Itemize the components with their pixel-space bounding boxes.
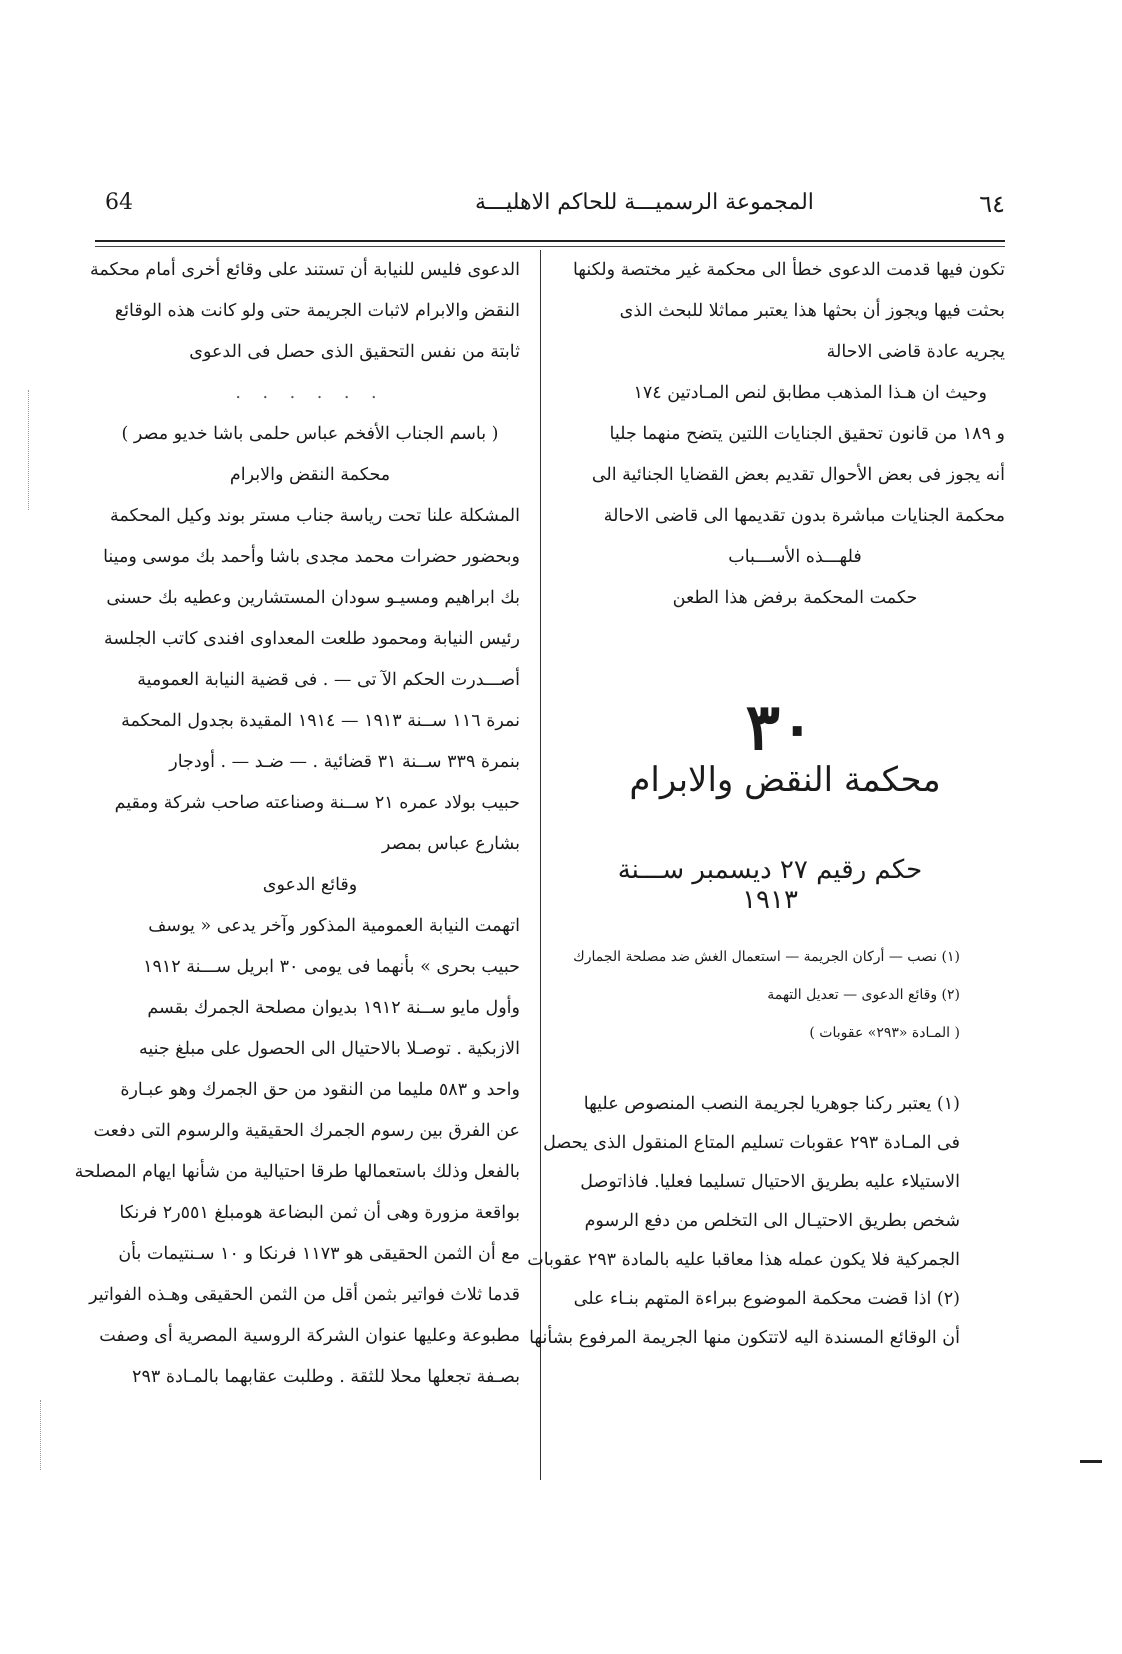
case-summary	[527, 1085, 960, 1358]
text-line: النقض والابرام لاثبات الجريمة حتى ولو كانت هذه الوقائع	[114, 301, 520, 321]
keyword-line: (١) نصب — أركان الجريمة — استعمال الغش ضد مصلحة الجمارك	[573, 949, 960, 965]
column-divider	[540, 250, 541, 1480]
preamble-line: المشكلة علنا تحت رياسة جناب مستر بوند وكيل المحكمة	[109, 506, 520, 526]
facts-line: عن الفرق بين رسوم الجمرك الحقيقية والرسوم التى دفعت	[93, 1121, 520, 1141]
summary-line: الاستيلاء عليه بطريق الاحتيال تسليما فعليا. فاذاتوصل	[580, 1172, 960, 1192]
preamble-line: حبيب بولاد عمره ٢١ ســنة وصناعته صاحب شركة ومقيم	[114, 793, 520, 813]
scan-edge-dash	[1080, 1460, 1102, 1463]
keyword-line: ( المـادة «٢٩٣» عقوبات )	[809, 1025, 960, 1041]
reasons-heading: فلهـــذه الأســـباب	[728, 547, 862, 567]
preamble-line: بشارع عباس بمصر	[381, 834, 520, 854]
summary-line: الجمركية فلا يكون عمله هذا معاقبا عليه بالمادة ٢٩٣ عقوبات	[527, 1250, 960, 1270]
text-line: و ١٨٩ من قانون تحقيق الجنايات اللتين يتضح منهما جليا	[609, 424, 1005, 444]
text-line: محكمة الجنايات مباشرة بدون تقديمها الى قاضى الاحالة	[603, 506, 1005, 526]
summary-line: (٢) اذا قضت محكمة الموضوع ببراءة المتهم بنـاء على	[573, 1289, 960, 1309]
separator-dots: . . . . . .	[235, 383, 385, 403]
facts-line: الازبكية . توصـلا بالاحتيال الى الحصول على مبلغ جنيه	[138, 1039, 520, 1059]
preamble-line: رئيس النيابة ومحمود طلعت المعداوى افندى كاتب الجلسة	[104, 629, 520, 649]
facts-line: مع أن الثمن الحقيقى هو ١١٧٣ فرنكا و ١٠ سـنتيمات بأن	[118, 1244, 520, 1264]
page-number-arabic: ٦٤	[979, 190, 1005, 218]
preamble-line: نمرة ١١٦ ســنة ١٩١٣ — ١٩١٤ المقيدة بجدول المحكمة	[121, 711, 520, 731]
facts-heading: وقائع الدعوى	[262, 875, 358, 895]
left-column-text	[74, 250, 520, 1398]
facts-line: بواقعة مزورة وهى أن ثمن البضاعة هومبلغ ٥٥١ر٢ فرنكا	[119, 1203, 520, 1223]
facts-line: قدما ثلاث فواتير بثمن أقل من الثمن الحقيقى وهـذه الفواتير	[89, 1285, 520, 1305]
text-line: ثابتة من نفس التحقيق الذى حصل فى الدعوى	[189, 342, 520, 362]
text-line: يجريه عادة قاضى الاحالة	[826, 342, 1005, 362]
text-line: أنه يجوز فى بعض الأحوال تقديم بعض القضايا الجنائية الى	[591, 465, 1005, 485]
court-title: محكمة النقض والابرام	[629, 760, 941, 800]
case-number: ٣٠	[745, 690, 815, 765]
court-heading: محكمة النقض والابرام	[229, 465, 391, 485]
summary-line: أن الوقائع المسندة اليه لاتتكون منها الجريمة المرفوع بشأنها	[529, 1328, 960, 1348]
summary-line: فى المـادة ٢٩٣ عقوبات تسليم المتاع المنقول الذى يحصل	[543, 1133, 960, 1153]
facts-line: مطبوعة وعليها عنوان الشركة الروسية المصرية أى وصفت	[99, 1326, 520, 1346]
text-line: وحيث ان هـذا المذهب مطابق لنص المـادتين ١٧٤	[633, 383, 987, 403]
page-number-latin: 64	[105, 190, 133, 215]
facts-line: حبيب بحرى » بأنهما فى يومى ٣٠ ابريل ســـنة ١٩١٢	[143, 957, 520, 977]
summary-line: شخص بطريق الاحتيـال الى التخلص من دفع الرسوم	[584, 1211, 960, 1231]
preamble-line: بنمرة ٣٣٩ ســنة ٣١ قضائية . — ضـد — . أودجار	[169, 752, 520, 772]
header-rule	[95, 240, 1005, 242]
preamble-heading: ( باسم الجناب الأفخم عباس حلمى باشا خديو مصر )	[121, 424, 499, 444]
header-rule-secondary	[95, 246, 1005, 247]
text-line: تكون فيها قدمت الدعوى خطأ الى محكمة غير مختصة ولكنها	[572, 260, 1005, 280]
text-line: الدعوى فليس للنيابة أن تستند على وقائع أخرى أمام محكمة	[89, 260, 520, 280]
preamble-line: أصـــدرت الحكم الآ تى — . فى قضية النيابة العمومية	[137, 670, 520, 690]
facts-line: بالفعل وذلك باستعمالها طرقا احتيالية من شأنها ايهام المصلحة	[74, 1162, 520, 1182]
preamble-line: بك ابراهيم ومسيـو سودان المستشارين وعطيه بك حسنى	[106, 588, 520, 608]
facts-line: وأول مايو ســنة ١٩١٢ بديوان مصلحة الجمرك بقسم	[147, 998, 520, 1018]
facts-line: بصـفة تجعلها محلا للثقة . وطلبت عقابهما بالمـادة ٢٩٣	[132, 1367, 520, 1387]
text-line: بحثت فيها ويجوز أن بحثها هذا يعتبر مماثلا للبحث الذى	[619, 301, 1005, 321]
right-column-text	[572, 250, 1005, 619]
keyword-line: (٢) وقائع الدعوى — تعديل التهمة	[767, 987, 960, 1003]
running-title: المجموعة الرسميـــة للحاكم الاهليـــة	[475, 190, 814, 215]
facts-line: واحد و ٥٨٣ مليما من النقود من حق الجمرك وهو عبـارة	[120, 1080, 520, 1100]
preamble-line: وبحضور حضرات محمد مجدى باشا وأحمد بك موسى ومينا	[103, 547, 520, 567]
scan-edge-marks	[28, 390, 39, 510]
case-keywords	[560, 938, 960, 1052]
scan-edge-marks	[40, 1400, 51, 1470]
ruling-date: حكم رقيم ٢٧ ديسمبر ســـنة ١٩١٣	[617, 855, 923, 915]
facts-line: اتهمت النيابة العمومية المذكور وآخر يدعى « يوسف	[148, 916, 520, 936]
summary-line: (١) يعتبر ركنا جوهريا لجريمة النصب المنصوص عليها	[583, 1094, 960, 1114]
page-header	[95, 190, 1005, 230]
verdict-line: حكمت المحكمة برفض هذا الطعن	[672, 588, 918, 608]
